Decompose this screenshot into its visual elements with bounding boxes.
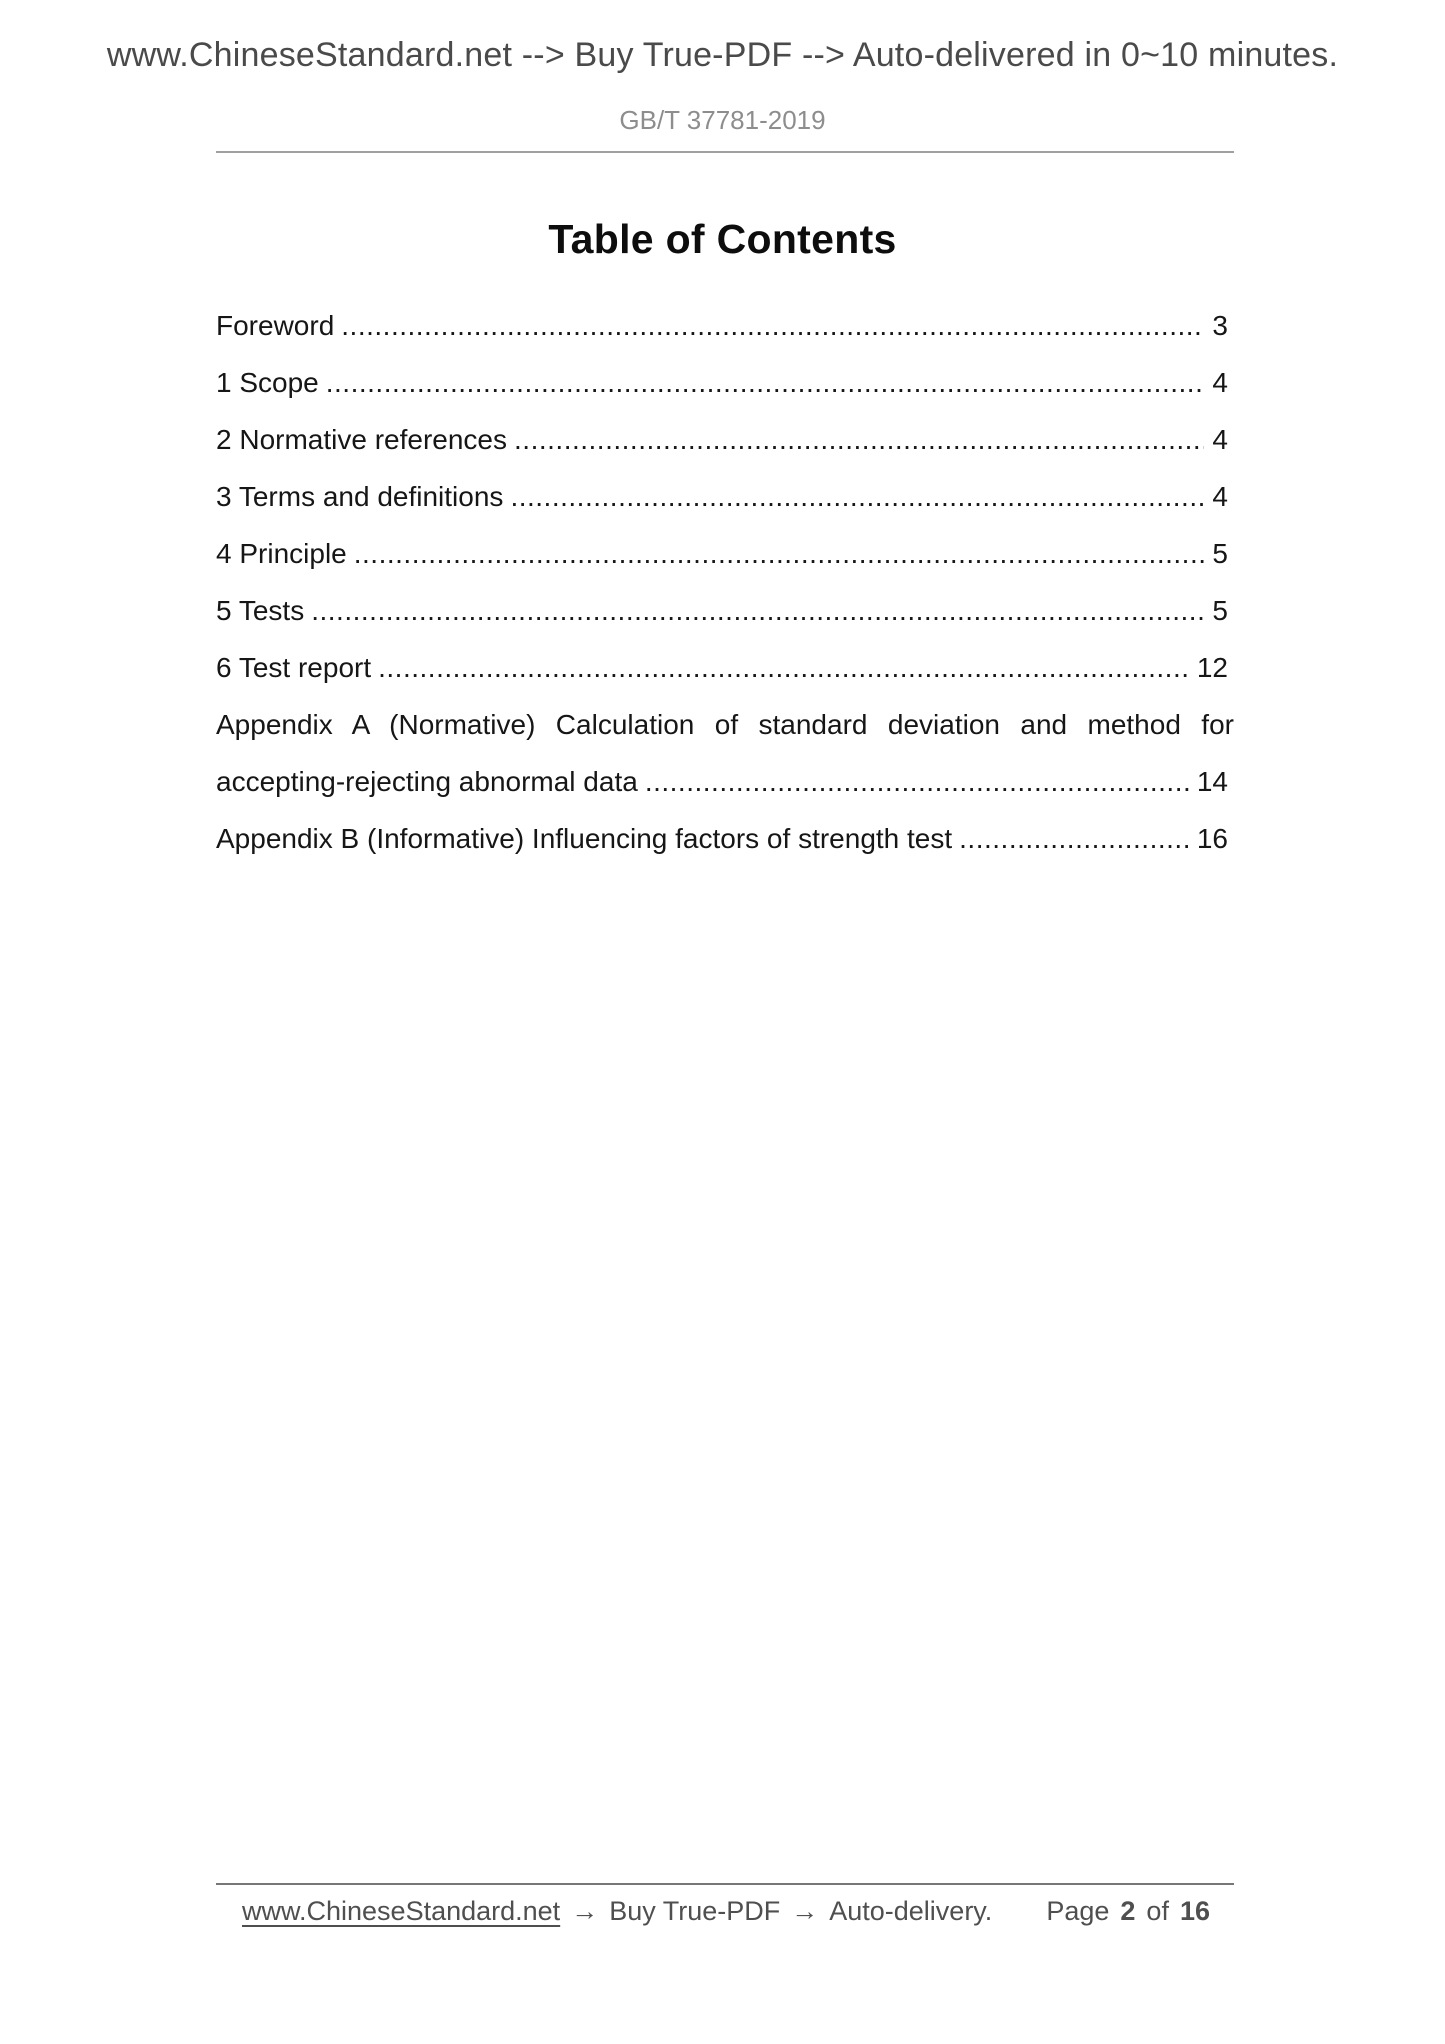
toc-entry <box>216 411 1234 468</box>
toc-list <box>216 297 1234 867</box>
toc-entry-label: 4 Principle <box>216 538 347 569</box>
footer-buy-text: Buy True-PDF <box>609 1896 781 1926</box>
dot-leader <box>311 582 1204 639</box>
toc-entry-label: Appendix B (Informative) Influencing factors of strength test <box>216 823 953 854</box>
dot-leader <box>354 525 1205 582</box>
toc-entry <box>216 297 1234 354</box>
dot-leader <box>378 639 1189 696</box>
footer-divider <box>216 1883 1234 1885</box>
footer-site-link[interactable]: www.ChineseStandard.net <box>242 1896 561 1926</box>
toc-entry-label-line1: Appendix A (Normative) Calculation of standard deviation and method for <box>216 709 1234 740</box>
toc-entry <box>216 468 1234 525</box>
toc-entry-label: 1 Scope <box>216 367 319 398</box>
toc-entry-two-line <box>216 696 1234 810</box>
footer <box>242 1895 1210 1927</box>
toc-entry <box>216 639 1234 696</box>
footer-left <box>242 1895 992 1927</box>
dot-leader <box>959 810 1189 867</box>
page-total: 16 <box>1179 1896 1210 1926</box>
toc-entry-page-number: 14 <box>1196 766 1228 797</box>
footer-delivery-text: Auto-delivery. <box>829 1896 993 1926</box>
toc-entry-line2 <box>216 753 1234 810</box>
toc-entry-label: 2 Normative references <box>216 424 508 455</box>
toc-entry-label: 3 Terms and definitions <box>216 481 504 512</box>
toc-entry <box>216 582 1234 639</box>
page-title: Table of Contents <box>548 216 897 262</box>
right-arrow-icon: → <box>791 1896 819 1926</box>
dot-leader <box>341 297 1204 354</box>
toc-entry-label: Foreword <box>216 310 335 341</box>
dot-leader <box>514 411 1204 468</box>
toc-entry <box>216 354 1234 411</box>
toc-entry-page-number: 5 <box>1212 595 1228 626</box>
toc-entry-label: 6 Test report <box>216 652 372 683</box>
right-arrow-icon: → <box>571 1896 599 1926</box>
toc-entry-page-number: 3 <box>1212 310 1228 341</box>
toc-entry-label-line2: accepting-rejecting abnormal data <box>216 766 638 797</box>
toc-entry-page-number: 4 <box>1212 481 1228 512</box>
toc-entry-page-number: 5 <box>1212 538 1228 569</box>
toc-entry <box>216 810 1234 867</box>
dot-leader <box>510 468 1204 525</box>
dot-leader <box>326 354 1205 411</box>
toc-entry-page-number: 12 <box>1196 652 1228 683</box>
doc-code: GB/T 37781-2019 <box>619 105 826 135</box>
toc-entry <box>216 525 1234 582</box>
toc-entry-page-number: 16 <box>1196 823 1228 854</box>
page-indicator <box>1046 1895 1210 1927</box>
page-current: 2 <box>1120 1896 1136 1926</box>
header-note: www.ChineseStandard.net --> Buy True-PDF --> Auto-delivered in 0~10 minutes. <box>106 36 1339 74</box>
toc-entry-page-number: 4 <box>1212 367 1228 398</box>
of-word: of <box>1146 1896 1169 1926</box>
header-divider <box>216 151 1234 153</box>
toc-entry-page-number: 4 <box>1212 424 1228 455</box>
toc-entry-label: 5 Tests <box>216 595 305 626</box>
page-word: Page <box>1046 1896 1110 1926</box>
dot-leader <box>645 753 1189 810</box>
